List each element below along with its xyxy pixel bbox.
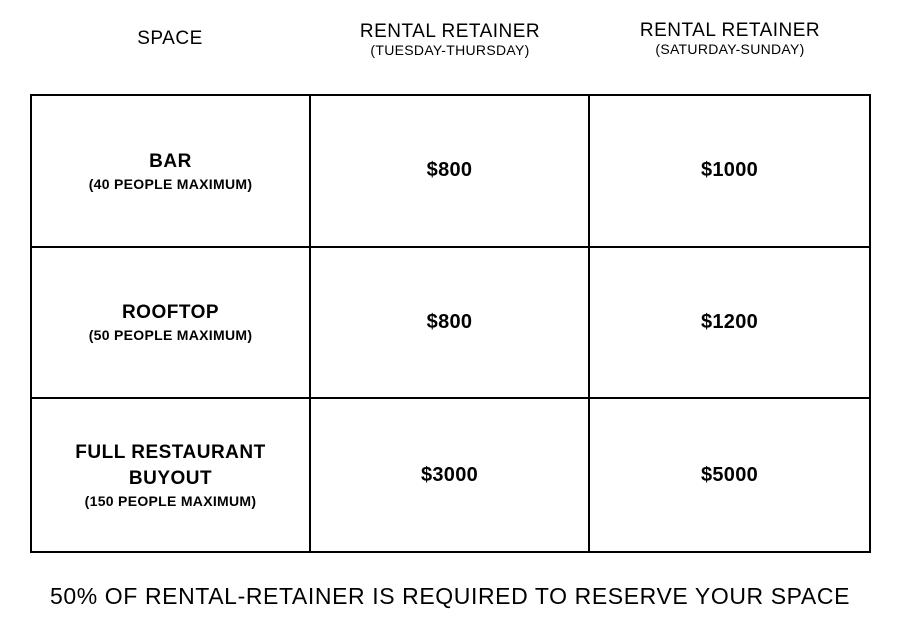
space-capacity: (50 PEOPLE MAXIMUM) [88,327,253,344]
weekday-retainer-column-header [310,21,590,58]
space-capacity: (40 PEOPLE MAXIMUM) [88,175,253,192]
space-name: FULL RESTAURANT BUYOUT [75,442,266,490]
weekend-retainer-header-days: (SATURDAY-SUNDAY) [655,41,805,57]
weekday-price: $800 [426,310,473,333]
space-name: BAR [149,150,192,172]
table-row-bar-weekend-price-cell [590,96,869,248]
table-row-rooftop-weekend-price-cell [590,248,869,400]
space-header-label: SPACE [137,28,203,49]
weekend-retainer-header-label: RENTAL RETAINER [639,20,821,41]
pricing-table [30,94,871,553]
table-row-buyout-weekend-price-cell [590,399,869,551]
space-column-header [30,28,310,49]
table-row-bar-weekday-price-cell [311,96,590,248]
weekday-price: $3000 [420,463,479,486]
space-capacity: (150 PEOPLE MAXIMUM) [84,493,257,510]
table-row-buyout-space-cell [32,399,311,551]
weekday-retainer-header-label: RENTAL RETAINER [359,21,541,42]
weekday-retainer-header-days: (TUESDAY-THURSDAY) [370,42,530,58]
space-name: ROOFTOP [121,302,220,324]
weekend-price: $5000 [700,463,759,486]
weekend-price: $1000 [700,159,759,182]
weekend-price: $1200 [700,310,759,333]
weekend-retainer-column-header [590,20,870,57]
table-row-buyout-weekday-price-cell [311,399,590,551]
table-row-rooftop-weekday-price-cell [311,248,590,400]
retainer-requirement-note: 50% OF RENTAL-RETAINER IS REQUIRED TO RESERVE YOUR SPACE [49,583,851,609]
table-row-bar-space-cell [32,96,311,248]
weekday-price: $800 [426,159,473,182]
table-row-rooftop-space-cell [32,248,311,400]
